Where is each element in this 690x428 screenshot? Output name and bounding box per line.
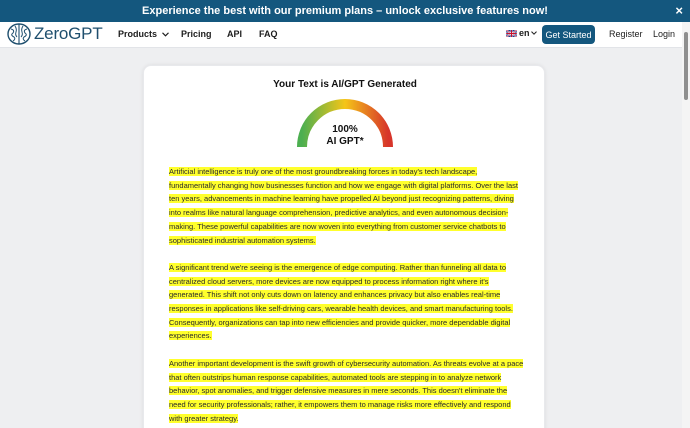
text-paragraph — [169, 165, 524, 247]
nav-products-label: Products — [118, 29, 158, 39]
promo-banner — [0, 0, 690, 22]
analyzed-text — [169, 165, 524, 428]
promo-banner-text[interactable]: Experience the best with our premium plans – unlock exclusive features now! — [142, 5, 548, 17]
scrollbar-thumb[interactable] — [684, 32, 688, 100]
top-navigation — [0, 22, 682, 48]
brand-logo[interactable] — [7, 23, 103, 45]
uk-flag-icon — [506, 30, 517, 37]
gauge-percent: 100% — [332, 124, 358, 135]
brand-name: ZeroGPT — [34, 24, 103, 43]
highlighted-text: Artificial intelligence is truly one of the most groundbreaking forces in today's tech landscape, fundamentally changing how businesses function and how we engage with digital platforms. Over the last ten years, advancements in machine learning have propelled AI beyond just recognizing patterns, diving into realms like natural language comprehension, predictive analytics, and even autonomous decision-making. These powerful capabilities are now woven into everything from customer service chatbots to sophisticated industrial automation systems. — [169, 167, 518, 245]
text-paragraph — [169, 357, 524, 426]
nav-products[interactable] — [118, 29, 169, 39]
nav-api[interactable]: API — [227, 29, 243, 39]
result-title: Your Text is AI/GPT Generated — [273, 79, 417, 90]
register-link[interactable]: Register — [609, 29, 643, 39]
close-icon[interactable]: × — [675, 3, 683, 18]
highlighted-text: Another important development is the swift growth of cybersecurity automation. As threats evolve at a pace that often outstrips human response capabilities, automated tools are stepping in to analyze network behavior, spot anomalies, and trigger defensive measures in mere seconds. This doesn't eliminate the need for security professionals; rather, it empowers them to manage risks more effectively and respond with greater strategy. — [169, 358, 524, 423]
text-paragraph — [169, 261, 524, 343]
language-selector[interactable] — [506, 28, 537, 38]
result-card — [143, 65, 545, 428]
chevron-down-icon — [162, 32, 169, 37]
nav-pricing[interactable]: Pricing — [181, 29, 212, 39]
brain-icon — [7, 23, 31, 45]
login-link[interactable]: Login — [653, 29, 676, 39]
get-started-button[interactable]: Get Started — [542, 25, 595, 44]
chevron-down-icon — [531, 31, 537, 35]
nav-faq[interactable]: FAQ — [259, 29, 278, 39]
gauge-label: AI GPT* — [326, 136, 364, 147]
highlighted-text: A significant trend we're seeing is the emergence of edge computing. Rather than funneling all data to centralized cloud servers, more devices are now equipped to process information right where it's generated. This shift not only cuts down on latency and enhances privacy but also enables real-time responses in applications like self-driving cars, wearable health devices, and smart manufacturing tools. Consequently, organizations can tap into new efficiencies and provide quicker, more dependable digital experiences. — [169, 262, 513, 341]
page-scrollbar[interactable] — [682, 22, 690, 428]
language-code: en — [519, 28, 530, 38]
